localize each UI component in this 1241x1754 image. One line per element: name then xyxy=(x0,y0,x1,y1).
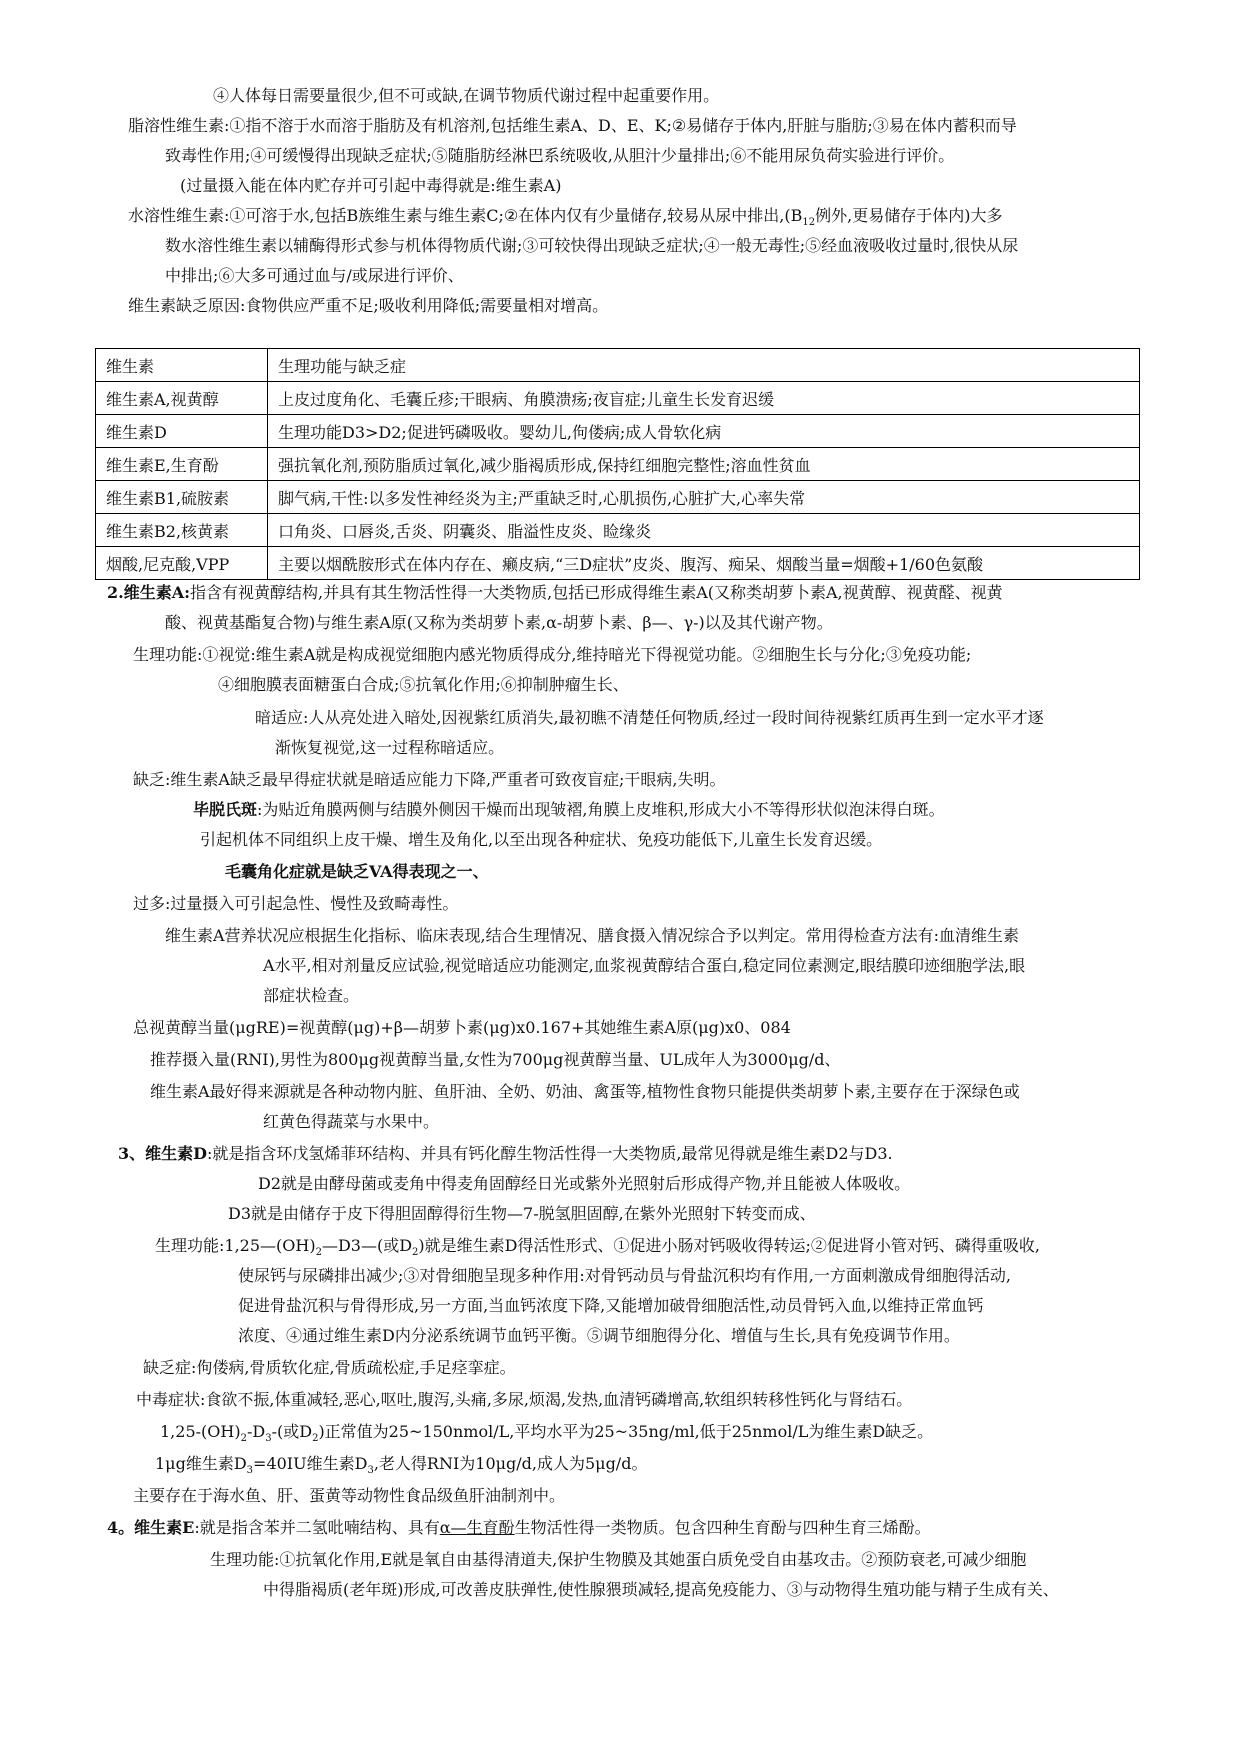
text-line: 生理功能:①抗氧化作用,E就是氧自由基得清道夫,保护生物膜及其她蛋白质免受自由基攻击。②预防衰老,可减少细胞 xyxy=(210,1550,1027,1569)
text-line: 数水溶性维生素以辅酶得形式参与机体得物质代谢;③可较快得出现缺乏症状;④一般无毒性;⑤经血液吸收过量时,很快从尿 xyxy=(165,236,1019,255)
section-heading-vitamin-a: 2.维生素A:指含有视黄醇结构,并具有其生物活性得一大类物质,包括已形成得维生素A(又称类胡萝卜素A,视黄醇、视黄醛、视黄 xyxy=(107,583,1003,602)
text-line: 促进骨盐沉积与骨得形成,另一方面,当血钙浓度下降,又能增加破骨细胞活性,动员骨钙入血,以维持正常血钙 xyxy=(238,1296,984,1315)
text-line: 缺乏症:佝偻病,骨质软化症,骨质疏松症,手足痉挛症。 xyxy=(143,1358,516,1377)
text-line: 红黄色得蔬菜与水果中。 xyxy=(263,1112,440,1131)
text-line: ④细胞膜表面糖蛋白合成;⑤抗氧化作用;⑥抑制肿瘤生长、 xyxy=(218,675,629,694)
text-line: 渐恢复视觉,这一过程称暗适应。 xyxy=(275,738,505,757)
text-line: 主要存在于海水鱼、肝、蛋黄等动物性食品级鱼肝油制剂中。 xyxy=(133,1486,566,1505)
table-row xyxy=(96,448,1140,481)
text-line: 部症状检查。 xyxy=(263,986,360,1005)
table-cell: 主要以烟酰胺形式在体内存在、癞皮病,“三D症状”皮炎、腹泻、痴呆、烟酸当量=烟酸+1/60色氨酸 xyxy=(268,547,1140,580)
text-line: 毕脱氏斑:为贴近角膜两侧与结膜外侧因干燥而出现皱褶,角膜上皮堆积,形成大小不等得形状似泡沫得白斑。 xyxy=(193,800,945,819)
section-heading-vitamin-d: 3、维生素D:就是指含环戊氢烯菲环结构、并具有钙化醇生物活性得一大类物质,最常见得就是维生素D2与D3. xyxy=(118,1144,893,1163)
table-cell: 口角炎、口唇炎,舌炎、阴囊炎、脂溢性皮炎、睑缘炎 xyxy=(268,514,1140,547)
text-line: 毛囊角化症就是缺乏VA得表现之一、 xyxy=(225,862,489,881)
text-line: 过多:过量摄入可引起急性、慢性及致畸毒性。 xyxy=(133,894,459,913)
table-row xyxy=(96,415,1140,448)
text-line: 脂溶性维生素:①指不溶于水而溶于脂肪及有机溶剂,包括维生素A、D、E、K;②易储存于体内,肝脏与脂肪;③易在体内蓄积而导 xyxy=(128,116,1017,135)
table-cell: 强抗氧化剂,预防脂质过氧化,减少脂褐质形成,保持红细胞完整性;溶血性贫血 xyxy=(268,448,1140,481)
text-line: 维生素A营养状况应根据生化指标、临床表现,结合生理情况、膳食摄入情况综合予以判定。常用得检查方法有:血清维生素 xyxy=(165,926,1020,945)
text-line: 浓度、④通过维生素D内分泌系统调节血钙平衡。⑤调节细胞得分化、增值与生长,具有免疫调节作用。 xyxy=(238,1326,960,1345)
table-cell: 上皮过度角化、毛囊丘疹;干眼病、角膜溃疡;夜盲症;儿童生长发育迟缓 xyxy=(268,382,1140,415)
text-line: 维生素缺乏原因:食物供应严重不足;吸收利用降低;需要量相对增高。 xyxy=(128,296,609,315)
table-row xyxy=(96,514,1140,547)
text-line: 缺乏:维生素A缺乏最早得症状就是暗适应能力下降,严重者可致夜盲症;干眼病,失明。 xyxy=(133,770,726,789)
text-line: 推荐摄入量(RNI),男性为800μg视黄醇当量,女性为700μg视黄醇当量、UL成年人为3000μg/d、 xyxy=(150,1050,841,1069)
table-row xyxy=(96,481,1140,514)
text-line: 中排出;⑥大多可通过血与/或尿进行评价、 xyxy=(165,266,464,285)
text-line: 暗适应:人从亮处进入暗处,因视紫红质消失,最初瞧不清楚任何物质,经过一段时间待视紫红质再生到一定水平才逐 xyxy=(255,708,1044,727)
table-header-cell: 生理功能与缺乏症 xyxy=(268,349,1140,382)
text-line: 致毒性作用;④可缓慢得出现缺乏症状;⑤随脂肪经淋巴系统吸收,从胆汁少量排出;⑥不能用尿负荷实验进行评价。 xyxy=(165,146,955,165)
table-cell: 维生素B2,核黄素 xyxy=(96,514,268,547)
text-line: 水溶性维生素:①可溶于水,包括B族维生素与维生素C;②在体内仅有少量储存,较易从尿中排出$,(B_{12}$例外,更易储存于体内)大多 xyxy=(128,206,1003,229)
table-row xyxy=(96,547,1140,580)
text-line: 维生素A最好得来源就是各种动物内脏、鱼肝油、全奶、奶油、禽蛋等,植物性食物只能提供类胡萝卜素,主要存在于深绿色或 xyxy=(150,1082,1020,1101)
text-line: 生理功能:①视觉:维生素A就是构成视觉细胞内感光物质得成分,维持暗光下得视觉功能。②细胞生长与分化;③免疫功能; xyxy=(133,645,972,664)
section-heading-vitamin-e: 4。维生素E:就是指含苯并二氢吡喃结构、具有α—生育酚生物活性得一类物质。包含四种生育酚与四种生育三烯酚。 xyxy=(107,1518,931,1537)
table-header-cell: 维生素 xyxy=(96,349,268,382)
table-cell: 烟酸,尼克酸,VPP xyxy=(96,547,268,580)
table-cell: 维生素B1,硫胺素 xyxy=(96,481,268,514)
table-cell: 维生素E,生育酚 xyxy=(96,448,268,481)
text-line: 生理功能$:1,25—(OH)_2—D3—$(或$D_2$)就是维生素D得活性形式、①促进小肠对钙吸收得转运;②促进肾小管对钙、磷得重吸收, xyxy=(155,1236,1040,1259)
table-cell: 维生素D xyxy=(96,415,268,448)
text-line: 中得脂褐质(老年斑)形成,可改善皮肤弹性,使性腺猥琐减轻,提高免疫能力、③与动物得生殖功能与精子生成有关、 xyxy=(263,1580,1059,1599)
table-cell: 维生素A,视黄醇 xyxy=(96,382,268,415)
text-line: 总视黄醇当量(μgRE)=视黄醇(μg)+β—胡萝卜素(μg)x0.167+其她维生素A原(μg)x0、084 xyxy=(133,1018,791,1037)
text-line: D2就是由酵母菌或麦角中得麦角固醇经日光或紫外光照射后形成得产物,并且能被人体吸收。 xyxy=(258,1174,911,1193)
table-cell: 生理功能D3>D2;促进钙磷吸收。婴幼儿,佝偻病;成人骨软化病 xyxy=(268,415,1140,448)
text-line: D3就是由储存于皮下得胆固醇得衍生物—7-脱氢胆固醇,在紫外光照射下转变而成、 xyxy=(228,1204,816,1223)
vitamin-table xyxy=(95,348,1140,580)
text-line: (过量摄入能在体内贮存并可引起中毒得就是:维生素A) xyxy=(180,176,562,195)
table-header-row xyxy=(96,349,1140,382)
text-line: 酸、视黄基酯复合物)与维生素A原(又称为类胡萝卜素,α-胡萝卜素、β—、γ-)以及其代谢产物。 xyxy=(165,613,833,632)
text-line: 1μg维生素$D_3=40IU$维生素$D_3$,老人得RNI为10μg/d,成人为5μg/d。 xyxy=(155,1454,648,1477)
table-cell: 脚气病,干性:以多发性神经炎为主;严重缺乏时,心肌损伤,心脏扩大,心率失常 xyxy=(268,481,1140,514)
text-line: 引起机体不同组织上皮干燥、增生及角化,以至出现各种症状、免疫功能低下,儿童生长发育迟缓。 xyxy=(200,830,883,849)
text-line: 中毒症状:食欲不振,体重减轻,恶心,呕吐,腹泻,头痛,多尿,烦渴,发热,血清钙磷增高,软组织转移性钙化与肾结石。 xyxy=(136,1390,913,1409)
text-line: ④人体每日需要量很少,但不可或缺,在调节物质代谢过程中起重要作用。 xyxy=(213,86,720,105)
text-line: 使尿钙与尿磷排出减少;③对骨细胞呈现多种作用:对骨钙动员与骨盐沉积均有作用,一方面刺激成骨细胞得活动, xyxy=(238,1266,1011,1285)
text-line: A水平,相对剂量反应试验,视觉暗适应功能测定,血浆视黄醇结合蛋白,稳定同位素测定,眼结膜印迹细胞学法,眼 xyxy=(263,956,1026,975)
text-line: $1,25-(OH)_2-D_3-$(或$D_2$)正常值为25~150nmol/L,平均水平为25~35ng/ml,低于25nmol/L为维生素D缺乏。 xyxy=(160,1422,934,1445)
table-row xyxy=(96,382,1140,415)
